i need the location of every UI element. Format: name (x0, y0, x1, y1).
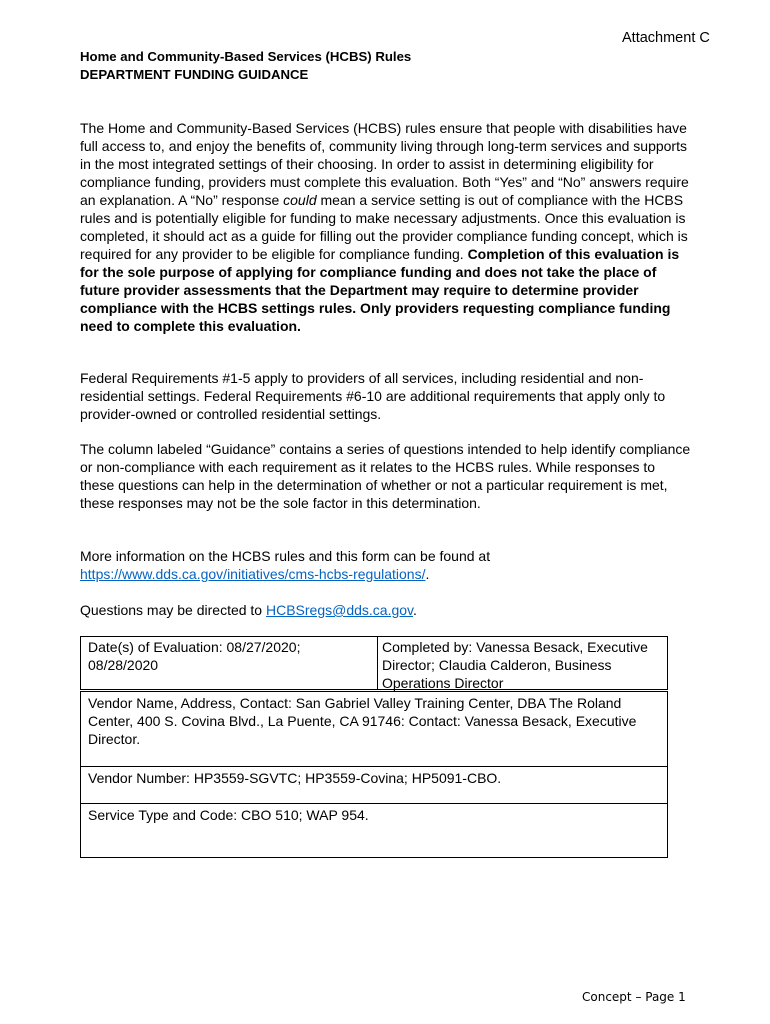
vendor-info-text: Vendor Name, Address, Contact: San Gabriel Valley Training Center, DBA The Roland Center, 400 S. Covina Blvd., La Puente, CA 91746: Contact: Vanessa Besack, Executive Director. (88, 695, 637, 747)
questions-suffix: . (413, 602, 417, 618)
page-footer: Concept – Page 1 (582, 990, 686, 1004)
title-line-2: DEPARTMENT FUNDING GUIDANCE (80, 67, 309, 82)
intro-text-italic: could (283, 192, 317, 208)
email-link[interactable]: HCBSregs@dds.ca.gov (266, 602, 414, 618)
evaluation-dates-cell (81, 637, 378, 689)
hcbs-regulations-link[interactable]: https://www.dds.ca.gov/initiatives/cms-hcbs-regulations/ (80, 566, 426, 582)
attachment-label: Attachment C (622, 30, 710, 46)
more-info-paragraph (80, 547, 692, 583)
intro-paragraph (80, 119, 692, 335)
more-info-text: More information on the HCBS rules and this form can be found at (80, 548, 491, 564)
vendor-info-cell (80, 691, 668, 766)
more-info-suffix: . (425, 566, 430, 582)
guidance-paragraph: The column labeled “Guidance” contains a series of questions intended to help identify compliance or non-compliance with each requirement as it relates to the HCBS rules. While responses to these questions can help in the determination of whether or not a particular requirement is met, these responses may not be the sole factor in this determination. (80, 441, 691, 511)
vendor-number-text: Vendor Number: HP3559-SGVTC; HP3559-Covina; HP5091-CBO. (88, 770, 502, 786)
service-type-cell (80, 803, 668, 858)
evaluation-info-table (80, 636, 668, 858)
table-row (80, 636, 668, 690)
title-line-1: Home and Community-Based Services (HCBS) Rules (80, 49, 412, 64)
federal-requirements-paragraph: Federal Requirements #1-5 apply to providers of all services, including residential and non-residential settings. Federal Requirements #6-10 are additional requirements that apply only to provider-owned or controlled residential settings. (80, 370, 666, 422)
evaluation-dates-text: Date(s) of Evaluation: 08/27/2020; 08/28/2020 (88, 639, 301, 673)
intro-text-bold: Completion of this evaluation is for the sole purpose of applying for compliance funding and does not take the place of future provider assessments that the Department may require to determine provider compliance with the HCBS settings rules. Only providers requesting compliance funding need to complete this evaluation. (80, 246, 680, 334)
completed-by-cell: Completed by: Vanessa Besack, Executive Director; Claudia Calderon, Business Operations Director (382, 639, 648, 691)
service-type-text: Service Type and Code: CBO 510; WAP 954. (88, 807, 369, 823)
intro-text-a: The Home and Community-Based Services (HCBS) rules ensure that people with disabilities have full access to, and enjoy the benefits of, community living through long-term services and supports in the most integrated settings of their choosing. In order to assist in determining eligibility for compliance funding, providers must complete this evaluation. Both “Yes” and “No” answers require an explanation. A “No” response (80, 120, 689, 208)
document-title (80, 48, 411, 84)
questions-paragraph (80, 601, 692, 619)
intro-text-b: mean a service setting is out of compliance with the HCBS rules and is potentially eligible for funding to make necessary adjustments. Once this evaluation is completed, it should act as a guide for filling out the provider compliance funding concept, which is required for any provider to be eligible for compliance funding. (80, 192, 688, 262)
questions-text: Questions may be directed to (80, 602, 266, 618)
vendor-number-cell (80, 766, 668, 803)
